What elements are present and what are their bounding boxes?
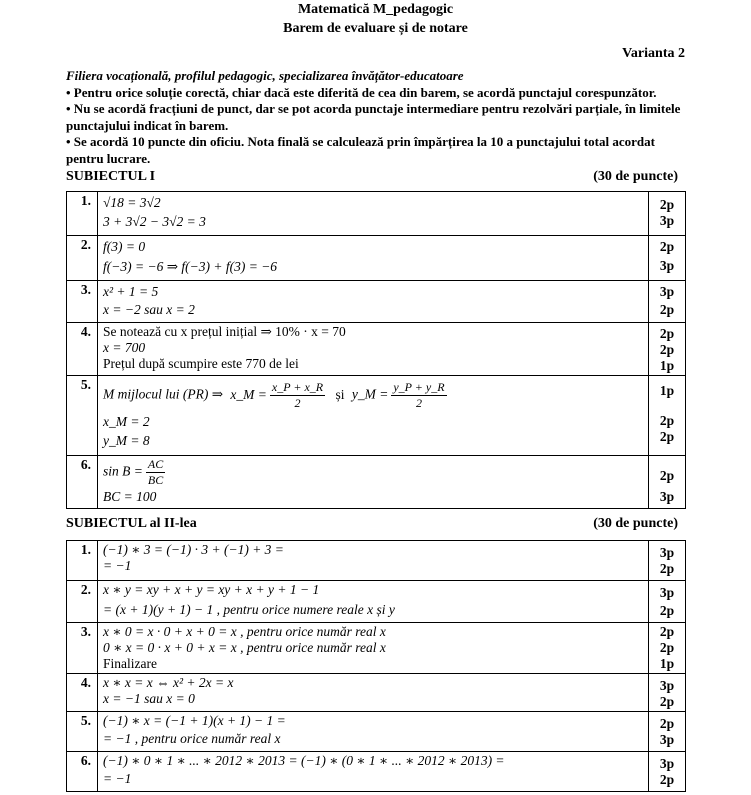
solution-line: = (x + 1)(y + 1) − 1 , pentru orice numere reale x și y — [103, 602, 395, 617]
section-1-heading — [66, 169, 678, 185]
solution-line: x = −2 sau x = 2 — [103, 302, 195, 317]
points-value: 2p — [659, 239, 675, 254]
solution-line: x ∗ 0 = x · 0 + x + 0 = x , pentru orice număr real x — [103, 624, 386, 639]
instruction-bullet: • Pentru orice soluție corectă, chiar dacă este diferită de cea din barem, se acordă punctajul corespunzător. — [66, 84, 657, 100]
formula-lhs: x_M = — [230, 386, 267, 402]
points-value: 3p — [659, 732, 675, 747]
item-solution — [98, 192, 649, 236]
solution-line: Finalizare — [103, 656, 157, 671]
points-value: 2p — [659, 561, 675, 576]
item-solution — [98, 376, 649, 456]
points-value: 2p — [659, 197, 675, 212]
item-points — [649, 376, 686, 456]
item-number: 6. — [67, 752, 98, 792]
item-solution — [98, 712, 649, 752]
formula-lhs: sin B = — [103, 463, 143, 479]
points-value: 2p — [659, 429, 675, 444]
points-value: 2p — [659, 342, 675, 357]
fraction-numerator: x_P + x_R — [271, 380, 324, 394]
item-solution — [98, 752, 649, 792]
item-solution — [98, 623, 649, 674]
points-value: 1p — [659, 656, 675, 671]
solution-line: y_M = 8 — [103, 433, 150, 448]
solution-line: = −1 — [103, 558, 132, 573]
item-points — [649, 752, 686, 792]
section-1-table — [66, 191, 686, 509]
points-value: 2p — [659, 603, 675, 618]
solution-line: x ∗ x = x ⇔ x² + 2x = x — [103, 675, 234, 690]
solution-line: x ∗ y = xy + x + y = xy + x + y + 1 − 1 — [103, 582, 320, 597]
points-value: 2p — [659, 772, 675, 787]
section-2-table — [66, 540, 686, 792]
points-value: 2p — [659, 716, 675, 731]
item-solution — [98, 323, 649, 376]
item-number: 5. — [67, 376, 98, 456]
section-2-points: (30 de puncte) — [593, 516, 678, 531]
item-solution — [98, 581, 649, 623]
instructions-lead: Filiera vocațională, profilul pedagogic, specializarea învățător-educatoare — [66, 68, 464, 83]
item-solution — [98, 674, 649, 712]
solution-line: x = −1 sau x = 0 — [103, 691, 195, 706]
table-row — [67, 323, 686, 376]
item-solution — [98, 541, 649, 581]
fraction — [146, 457, 165, 488]
solution-line: 0 ∗ x = 0 · x + 0 + x = x , pentru orice număr real x — [103, 640, 386, 655]
instruction-bullet: • Se acordă 10 puncte din oficiu. Nota finală se calculează prin împărțirea la 10 a punctajului total acordat pentru lucrare. — [66, 134, 655, 166]
item-points — [649, 674, 686, 712]
points-value: 3p — [659, 258, 675, 273]
document-title: Matematică M_pedagogic — [297, 2, 454, 17]
points-value: 2p — [659, 624, 675, 639]
conjunction: și — [335, 386, 345, 402]
solution-line: = −1 , pentru orice număr real x — [103, 731, 281, 746]
table-row — [67, 456, 686, 509]
section-2-title: SUBIECTUL al II-lea — [66, 516, 197, 531]
document-subtitle: Barem de evaluare și de notare — [283, 21, 468, 36]
solution-line: Se notează cu x prețul inițial ⇒ 10% · x = 70 — [103, 324, 346, 339]
item-points — [649, 192, 686, 236]
item-number: 2. — [67, 236, 98, 281]
item-number: 3. — [67, 281, 98, 323]
points-value: 1p — [659, 383, 675, 398]
instruction-bullet: • Nu se acordă fracțiuni de punct, dar se pot acorda punctaje intermediare pentru rezolvări parțiale, în limitele punctajului indicat în barem. — [66, 101, 681, 133]
item-number: 4. — [67, 323, 98, 376]
solution-line: (−1) ∗ x = (−1 + 1)(x + 1) − 1 = — [103, 713, 286, 728]
points-value: 3p — [659, 284, 675, 299]
table-row — [67, 752, 686, 792]
points-value: 2p — [659, 326, 675, 341]
fraction-numerator: AC — [147, 457, 164, 471]
solution-line: Prețul după scumpire este 770 de lei — [103, 356, 299, 371]
points-value: 1p — [659, 358, 675, 373]
instructions — [66, 68, 688, 167]
item-points — [649, 581, 686, 623]
solution-line: x = 700 — [103, 340, 146, 355]
item-points — [649, 323, 686, 376]
table-row — [67, 376, 686, 456]
points-value: 2p — [659, 640, 675, 655]
item-number: 5. — [67, 712, 98, 752]
section-1-title: SUBIECTUL I — [66, 169, 156, 184]
item-number: 2. — [67, 581, 98, 623]
solution-line: (−1) ∗ 3 = (−1) · 3 + (−1) + 3 = — [103, 542, 284, 557]
section-1-points: (30 de puncte) — [593, 169, 678, 184]
item-solution — [98, 456, 649, 509]
points-value: 3p — [659, 585, 675, 600]
fraction — [391, 380, 446, 411]
fraction-denominator: BC — [147, 473, 164, 487]
solution-line — [103, 380, 644, 411]
table-row — [67, 236, 686, 281]
points-value: 3p — [659, 756, 675, 771]
item-points — [649, 541, 686, 581]
item-solution — [98, 281, 649, 323]
fraction-denominator: 2 — [415, 396, 422, 410]
solution-line: BC = 100 — [103, 489, 157, 504]
solution-line — [103, 457, 644, 488]
midpoint-statement: M mijlocul lui (PR) ⇒ — [103, 386, 224, 402]
points-value: 3p — [659, 678, 675, 693]
item-points — [649, 712, 686, 752]
solution-line: 3 + 3√2 − 3√2 = 3 — [103, 214, 206, 229]
item-points — [649, 456, 686, 509]
points-value: 2p — [659, 468, 675, 483]
fraction — [270, 380, 325, 411]
points-value: 2p — [659, 302, 675, 317]
formula-lhs: y_M = — [351, 386, 389, 402]
solution-line: f(−3) = −6 ⇒ f(−3) + f(3) = −6 — [103, 259, 278, 274]
variant-label: Varianta 2 — [622, 46, 685, 61]
solution-line: = −1 — [103, 771, 132, 786]
table-row — [67, 623, 686, 674]
points-value: 2p — [659, 694, 675, 709]
table-row — [67, 192, 686, 236]
item-number: 1. — [67, 541, 98, 581]
solution-line: x² + 1 = 5 — [103, 284, 159, 299]
solution-line: (−1) ∗ 0 ∗ 1 ∗ ... ∗ 2012 ∗ 2013 = (−1) ∗ (0 ∗ 1 ∗ ... ∗ 2012 ∗ 2013) = — [103, 753, 505, 768]
fraction-numerator: y_P + y_R — [393, 380, 445, 394]
section-2-heading — [66, 516, 678, 532]
item-points — [649, 281, 686, 323]
points-value: 2p — [659, 413, 675, 428]
table-row — [67, 281, 686, 323]
item-number: 4. — [67, 674, 98, 712]
points-value: 3p — [659, 545, 675, 560]
item-solution — [98, 236, 649, 281]
points-value: 3p — [659, 489, 675, 504]
fraction-denominator: 2 — [294, 396, 301, 410]
table-row — [67, 712, 686, 752]
solution-line: √18 = 3√2 — [103, 195, 161, 210]
item-points — [649, 236, 686, 281]
item-points — [649, 623, 686, 674]
table-row — [67, 674, 686, 712]
table-row — [67, 541, 686, 581]
solution-line: f(3) = 0 — [103, 239, 146, 254]
table-row — [67, 581, 686, 623]
solution-line: x_M = 2 — [103, 414, 150, 429]
item-number: 6. — [67, 456, 98, 509]
item-number: 1. — [67, 192, 98, 236]
item-number: 3. — [67, 623, 98, 674]
points-value: 3p — [659, 213, 675, 228]
